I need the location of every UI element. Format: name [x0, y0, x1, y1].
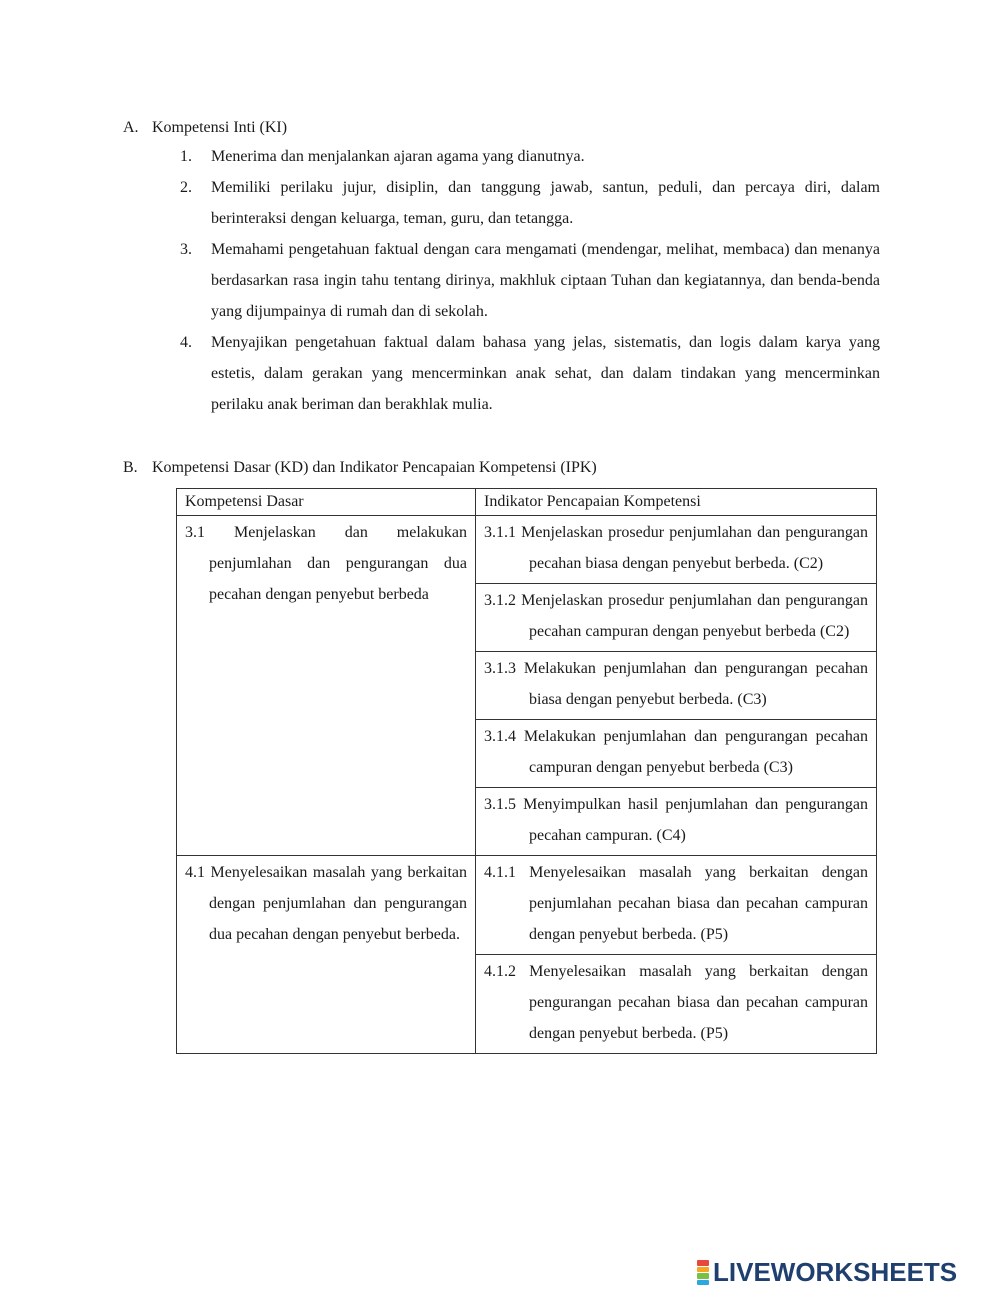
ki-item-text: Memahami pengetahuan faktual dengan cara mengamati (mendengar, melihat, membaca) dan menanya berdasarkan rasa ingin tahu tentang dirinya, makhluk ciptaan Tuhan dan kegiatannya, dan benda-benda yang dijumpainya di rumah dan di sekolah. — [211, 241, 880, 320]
indicator-cell-4-1-2 — [476, 955, 877, 1054]
ki-item-number: 1. — [180, 148, 192, 165]
kd-cell-4-1 — [177, 856, 476, 1054]
ki-item-text: Menyajikan pengetahuan faktual dalam bahasa yang jelas, sistematis, dan logis dalam karya yang estetis, dalam gerakan yang mencerminkan anak sehat, dan dalam tindakan yang mencerminkan perilaku anak beriman dan berakhlak mulia. — [211, 334, 880, 413]
kd-text: 3.1 Menjelaskan dan melakukan penjumlahan dan pengurangan dua pecahan dengan penyebut berbeda — [185, 524, 467, 603]
logo-bar — [697, 1267, 709, 1273]
table-header-row — [177, 489, 877, 516]
liveworksheets-logo-text: LIVEWORKSHEETS — [713, 1257, 958, 1287]
section-b-title: Kompetensi Dasar (KD) dan Indikator Pencapaian Kompetensi (IPK) — [152, 459, 597, 476]
indicator-text: 3.1.4 Melakukan penjumlahan dan pengurangan pecahan campuran dengan penyebut berbeda (C3) — [484, 728, 868, 776]
ki-item-text: Memiliki perilaku jujur, disiplin, dan tanggung jawab, santun, peduli, dan percaya diri, dalam berinteraksi dengan keluarga, teman, guru, dan tetangga. — [211, 179, 880, 227]
header-indikator: Indikator Pencapaian Kompetensi — [476, 489, 877, 516]
indicator-text: 3.1.5 Menyimpulkan hasil penjumlahan dan pengurangan pecahan campuran. (C4) — [484, 796, 868, 844]
ki-item-number: 3. — [180, 241, 192, 258]
indicator-cell-3-1-5 — [476, 788, 877, 856]
section-a-title: Kompetensi Inti (KI) — [152, 119, 288, 136]
kd-text: 4.1 Menyelesaikan masalah yang berkaitan dengan penjumlahan dan pengurangan dua pecahan dengan penyebut berbeda. — [185, 864, 467, 943]
ki-item-text: Menerima dan menjalankan ajaran agama yang dianutnya. — [211, 148, 585, 165]
logo-bar — [697, 1260, 709, 1266]
indicator-cell-3-1-4 — [476, 720, 877, 788]
section-b-marker: B. — [123, 459, 138, 476]
ki-item-number: 4. — [180, 334, 192, 351]
indicator-text: 4.1.2 Menyelesaikan masalah yang berkaitan dengan pengurangan pecahan biasa dan pecahan campuran dengan penyebut berbeda. (P5) — [484, 963, 868, 1042]
indicator-cell-3-1-3 — [476, 652, 877, 720]
ki-list — [180, 141, 880, 420]
indicator-cell-4-1-1 — [476, 856, 877, 955]
header-kompetensi-dasar: Kompetensi Dasar — [177, 489, 476, 516]
logo-bar — [697, 1280, 709, 1286]
indicator-text: 3.1.1 Menjelaskan prosedur penjumlahan dan pengurangan pecahan biasa dengan penyebut berbeda. (C2) — [484, 524, 868, 572]
liveworksheets-logo-icon — [697, 1260, 709, 1286]
section-a-heading — [123, 118, 287, 138]
section-a-marker: A. — [123, 119, 139, 136]
section-b-heading — [123, 458, 597, 478]
kd-ipk-table — [176, 488, 877, 1054]
indicator-text: 3.1.2 Menjelaskan prosedur penjumlahan dan pengurangan pecahan campuran dengan penyebut berbeda (C2) — [484, 592, 868, 640]
indicator-text: 3.1.3 Melakukan penjumlahan dan pengurangan pecahan biasa dengan penyebut berbeda. (C3) — [484, 660, 868, 708]
indicator-text: 4.1.1 Menyelesaikan masalah yang berkaitan dengan penjumlahan pecahan biasa dan pecahan campuran dengan penyebut berbeda. (P5) — [484, 864, 868, 943]
ki-item-1 — [180, 141, 880, 172]
ki-item-4 — [180, 327, 880, 420]
logo-bar — [697, 1273, 709, 1279]
table-row — [177, 856, 877, 955]
indicator-cell-3-1-1 — [476, 516, 877, 584]
indicator-cell-3-1-2 — [476, 584, 877, 652]
kd-cell-3-1 — [177, 516, 476, 856]
liveworksheets-logo — [697, 1257, 957, 1288]
ki-item-number: 2. — [180, 179, 192, 196]
ki-item-3 — [180, 234, 880, 327]
ki-item-2 — [180, 172, 880, 234]
table-row — [177, 516, 877, 584]
